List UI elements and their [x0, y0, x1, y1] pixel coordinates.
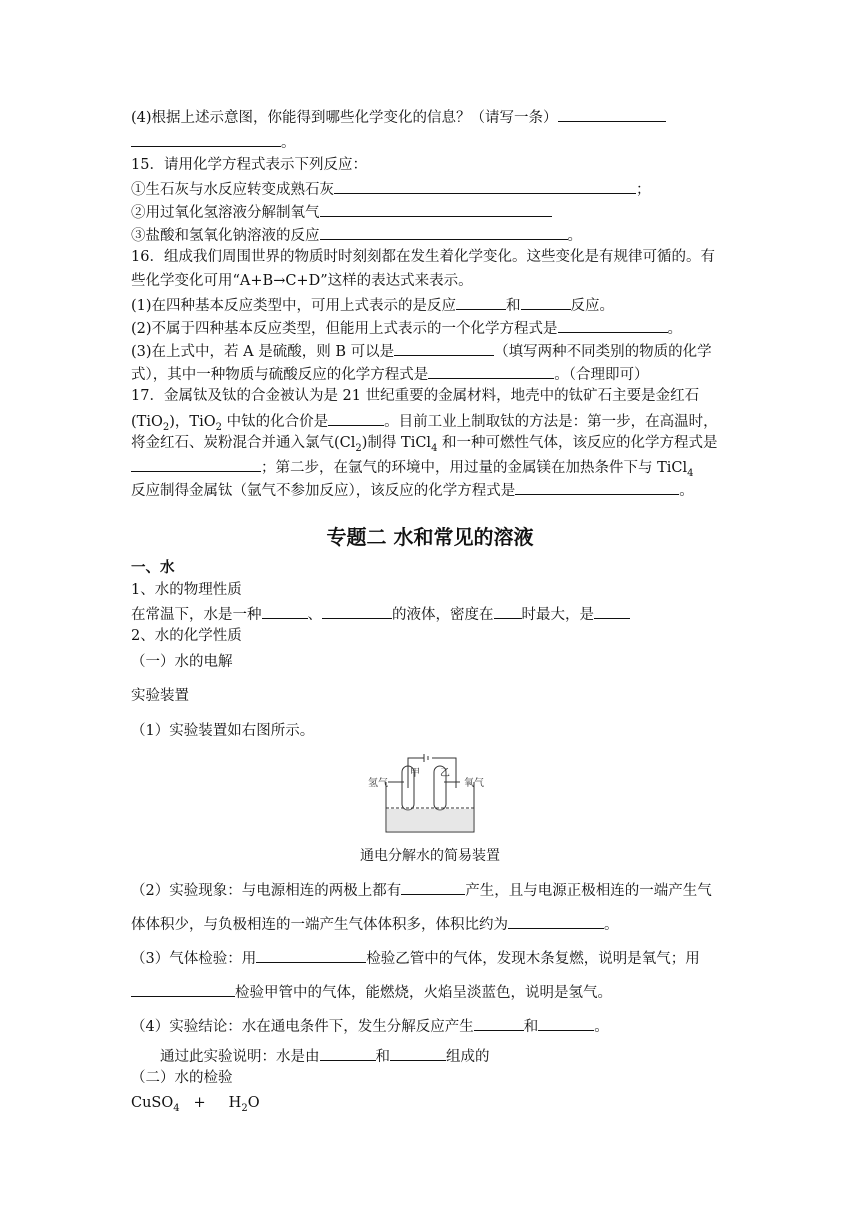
- q16-intro: 16．组成我们周围世界的物质时时刻刻都在发生着化学变化。这些变化是有规律可循的。有: [131, 249, 715, 265]
- q16-part3-cont: 式），其中一种物质与硫酸反应的化学方程式是 。（合理即可）: [131, 363, 649, 385]
- answer-blank[interactable]: [508, 913, 604, 929]
- answer-blank[interactable]: [456, 294, 506, 310]
- answer-blank[interactable]: [334, 178, 636, 194]
- answer-blank[interactable]: [428, 363, 554, 379]
- q15-item3: ③盐酸和氢氧化钠溶液的反应 。: [131, 224, 582, 246]
- q16-intro-cont: 些化学变化可用“A+B→C+D”这样的表达式来表示。: [131, 273, 473, 289]
- section-title: 专题二 水和常见的溶液: [326, 525, 534, 549]
- exp-step4: （4）实验结论：水在通电条件下，发生分解反应产生 和 。: [131, 1015, 609, 1037]
- answer-blank[interactable]: [320, 1045, 376, 1061]
- exp-step2: （2）实验现象：与电源相连的两极上都有 产生，且与电源正极相连的一端产生气: [131, 879, 712, 901]
- answer-blank[interactable]: [515, 479, 679, 495]
- label-tube-a: 甲: [410, 768, 420, 779]
- q17-line4: ；第二步，在氩气的环境中，用过量的金属镁在加热条件下与 TiCl$_4$: [131, 456, 694, 484]
- answer-blank[interactable]: [322, 603, 392, 619]
- answer-blank[interactable]: [474, 1015, 524, 1031]
- q16-part1: (1)在四种基本反应类型中，可用上式表示的是反应 和 反应。: [131, 294, 614, 316]
- q17-intro: 17．金属钛及钛的合金被认为是 21 世纪重要的金属材料，地壳中的钛矿石主要是金红石: [131, 388, 700, 404]
- label-oxygen: 氧气: [464, 778, 484, 789]
- water-test-formula: CuSO$_4$ + $H_2O$: [131, 1095, 260, 1114]
- answer-blank[interactable]: [320, 201, 552, 217]
- answer-blank[interactable]: [320, 224, 568, 240]
- water-test-heading: （二）水的检验: [131, 1070, 233, 1086]
- q16-part3: (3)在上式中，若 A 是硫酸，则 B 可以是 （填写两种不同类别的物质的化学: [131, 340, 712, 362]
- exp-step3-cont: 检验甲管中的气体，能燃烧，火焰呈淡蓝色，说明是氢气。: [131, 981, 612, 1003]
- answer-blank[interactable]: [538, 1015, 594, 1031]
- q17-line2: (TiO$_2$)，TiO$_2$ 中钛的化合价是 。目前工业上制取钛的方法是：第一步，在高温时，: [131, 410, 718, 438]
- q17-line3: 将金红石、炭粉混合并通入氯气$(Cl_2)$制得 TiCl$_4$ 和一种可燃性气体，该反应的化学方程式是: [131, 435, 718, 454]
- answer-blank[interactable]: [328, 410, 384, 426]
- answer-blank[interactable]: [131, 131, 281, 147]
- answer-blank[interactable]: [594, 603, 630, 619]
- subsection-physical: 1、水的物理性质: [131, 582, 242, 598]
- q14-part4-cont: 。: [131, 131, 296, 153]
- figure-caption: 通电分解水的简易装置: [360, 848, 500, 864]
- answer-blank[interactable]: [494, 603, 522, 619]
- q15-item2: ②用过氧化氢溶液分解制氧气: [131, 201, 552, 223]
- exp-step1: （1）实验装置如右图所示。: [131, 723, 315, 739]
- electrolysis-heading: （一）水的电解: [131, 654, 233, 670]
- exp-step3: （3）气体检验：用 检验乙管中的气体，发现木条复燃，说明是氧气；用: [131, 947, 700, 969]
- answer-blank[interactable]: [131, 456, 261, 472]
- q16-part2: (2)不属于四种基本反应类型，但能用上式表示的一个化学方程式是 。: [131, 317, 682, 339]
- physical-properties: 在常温下，水是一种 、 的液体，密度在 时最大，是: [131, 603, 630, 625]
- answer-blank[interactable]: [558, 106, 666, 122]
- answer-blank[interactable]: [131, 981, 235, 997]
- electrolysis-apparatus-figure: [368, 752, 492, 834]
- answer-blank[interactable]: [256, 947, 366, 963]
- answer-blank[interactable]: [558, 317, 668, 333]
- answer-blank[interactable]: [262, 603, 308, 619]
- section-heading-water: 一、水: [131, 560, 175, 576]
- label-tube-b: 乙: [440, 768, 450, 779]
- q17-line5: 反应制得金属钛（氩气不参加反应），该反应的化学方程式是 。: [131, 479, 694, 501]
- q15-item1: ①生石灰与水反应转变成熟石灰 ；: [131, 178, 651, 200]
- answer-blank[interactable]: [390, 1045, 446, 1061]
- answer-blank[interactable]: [394, 340, 494, 356]
- label-hydrogen: 氢气: [368, 778, 388, 789]
- conclusion: 通过此实验说明：水是由 和 组成的: [160, 1045, 490, 1067]
- q14-part4: (4)根据上述示意图，你能得到哪些化学变化的信息？（请写一条）: [131, 106, 666, 128]
- q15-heading: 15．请用化学方程式表示下列反应：: [131, 157, 367, 173]
- apparatus-heading: 实验装置: [131, 688, 189, 704]
- exp-step2-cont: 体体积少，与负极相连的一端产生气体体积多，体积比约为 。: [131, 913, 619, 935]
- answer-blank[interactable]: [401, 879, 465, 895]
- answer-blank[interactable]: [521, 294, 571, 310]
- subsection-chemical: 2、水的化学性质: [131, 628, 242, 644]
